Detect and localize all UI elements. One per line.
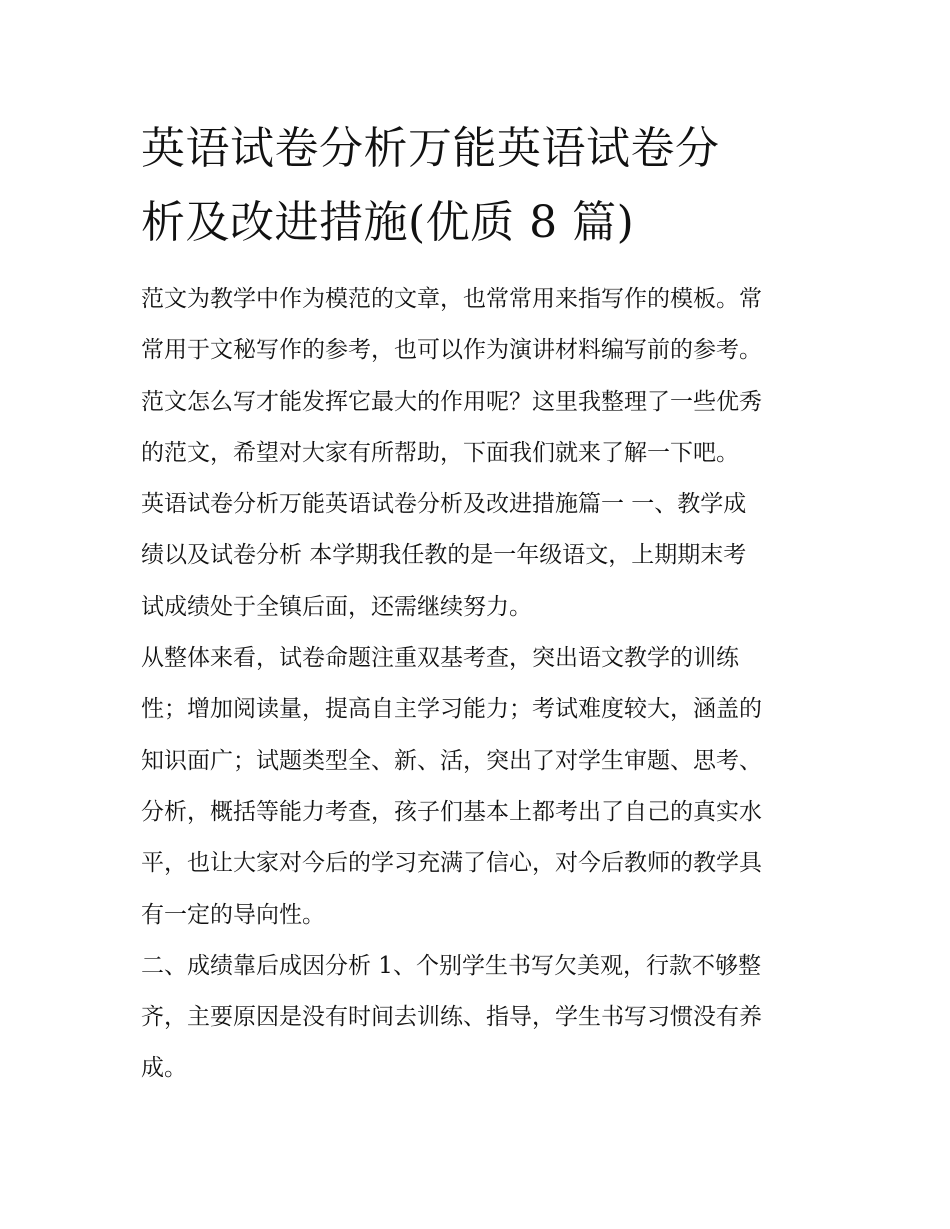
paragraph-cause-analysis: 二、成绩靠后成因分析 1、个别学生书写欠美观，行款不够整 齐，主要原因是没有时间去训练、指导，学生书写习惯没有养 成。 bbox=[141, 952, 762, 1082]
document-title: 英语试卷分析万能英语试卷分 析及改进措施(优质 8 篇) bbox=[141, 123, 720, 248]
document-body bbox=[141, 274, 813, 1095]
paragraph-section-one: 英语试卷分析万能英语试卷分析及改进措施篇一 一、教学成 绩以及试卷分析 本学期我任教的是一年级语文，上期期末考 试成绩处于全镇后面，还需继续努力。 bbox=[141, 491, 747, 620]
paragraph-overall-analysis: 从整体来看，试卷命题注重双基考查，突出语文教学的训练 性；增加阅读量，提高自主学习能力；考试难度较大，涵盖的 知识面广；试题类型全、新、活，突出了对学生审题、思考、 分析，概括等能力考查，孩子们基本上都考出了自己的真实水 平，也让大家对今后的学习充满了信心，对今后教师的教学具 有一定的导向性。 bbox=[141, 645, 762, 928]
paragraph-intro: 范文为教学中作为模范的文章，也常常用来指写作的模板。常 常用于文秘写作的参考，也可以作为演讲材料编写前的参考。 范文怎么写才能发挥它最大的作用呢？这里我整理了一些优秀 的范文，希望对大家有所帮助，下面我们就来了解一下吧。 bbox=[141, 286, 762, 466]
document-content bbox=[141, 112, 813, 1095]
